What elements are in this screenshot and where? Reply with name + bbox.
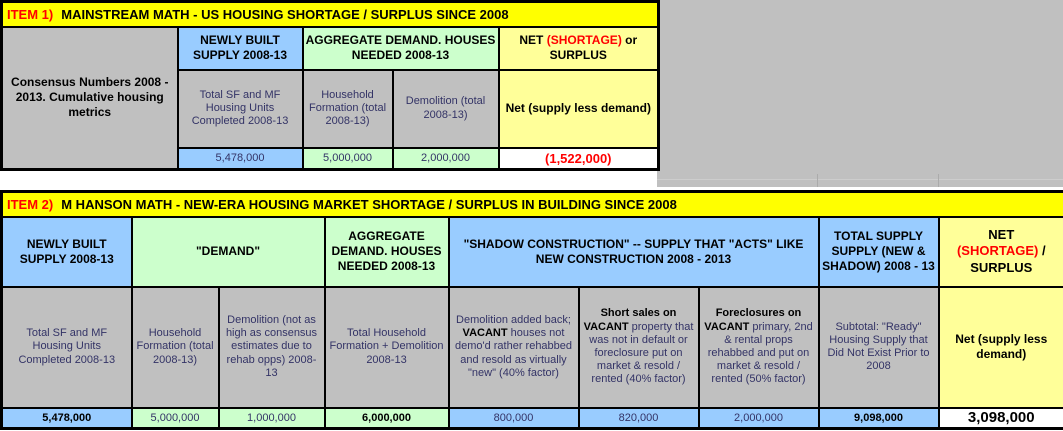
item1-title-tag: ITEM 1) [7,6,54,22]
item1-row-label-cell[interactable]: Consensus Numbers 2008 - 2013. Cumulative housing metrics [2,27,178,170]
gridline [938,174,939,187]
item2-subheader-demolition-added-back[interactable]: Demolition added back; VACANT houses not demo'd rather rehabbed and resold as virtually "new" (40% factor) [449,287,579,408]
item2-title-tag: ITEM 2) [7,196,54,212]
item1-title-bar[interactable] [2,2,659,27]
item2-header-total-supply[interactable]: TOTAL SUPPLY SUPPLY (NEW & SHADOW) 2008 - 13 [819,217,939,287]
item2-value-short-sales[interactable]: 820,000 [579,408,699,429]
item1-value-demolition[interactable]: 2,000,000 [393,148,499,170]
item2-subheader-total-sf[interactable]: Total SF and MF Housing Units Completed 2008-13 [2,287,132,408]
item2-subheader-foreclosures[interactable]: Foreclosures on VACANT primary, 2nd & rental props rehabbed and put on market & resold / rented (50% factor) [699,287,819,408]
item1-header-aggregate-demand[interactable]: AGGREGATE DEMAND. HOUSES NEEDED 2008-13 [303,27,499,70]
item2-value-demolition[interactable]: 1,000,000 [219,408,325,429]
shortage-label: (SHORTAGE) [546,33,622,47]
item2-subheader-demolition[interactable]: Demolition (not as high as consensus estimates due to rehab opps) 2008-13 [219,287,325,408]
item2-value-supply[interactable]: 5,478,000 [2,408,132,429]
item2-subheader-subtotal[interactable]: Subtotal: "Ready" Housing Supply that Did Not Exist Prior to 2008 [819,287,939,408]
item2-header-net[interactable]: NET (SHORTAGE) / SURPLUS [939,217,1063,287]
item2-subheader-household-formation[interactable]: Household Formation (total 2008-13) [132,287,219,408]
gridline [817,174,818,187]
item2-header-aggregate-demand[interactable]: AGGREGATE DEMAND. HOUSES NEEDED 2008-13 [325,217,449,287]
item2-header-newly-built-supply[interactable]: NEWLY BUILT SUPPLY 2008-13 [2,217,132,287]
item1-value-household[interactable]: 5,000,000 [303,148,393,170]
item1-value-net[interactable]: (1,522,000) [499,148,659,170]
item2-title-bar[interactable] [2,192,1063,217]
item1-header-newly-built-supply[interactable]: NEWLY BUILT SUPPLY 2008-13 [178,27,303,70]
item2-subheader-total-household[interactable]: Total Household Formation + Demolition 2008-13 [325,287,449,408]
item2-header-demand[interactable]: "DEMAND" [132,217,325,287]
item2-value-foreclosures[interactable]: 2,000,000 [699,408,819,429]
item1-header-net[interactable]: NET (SHORTAGE) or SURPLUS [499,27,659,70]
item1-subheader-net[interactable]: Net (supply less demand) [499,70,659,148]
item1-value-supply[interactable]: 5,478,000 [178,148,303,170]
item1-table [0,0,660,171]
item2-table [0,190,1063,430]
item2-subheader-net[interactable]: Net (supply less demand) [939,287,1063,408]
item2-value-total-household[interactable]: 6,000,000 [325,408,449,429]
item2-value-demolition-added-back[interactable]: 800,000 [449,408,579,429]
gridline [657,179,1063,180]
item2-value-household[interactable]: 5,000,000 [132,408,219,429]
item2-value-net[interactable]: 3,098,000 [939,408,1063,429]
shortage-label: (SHORTAGE) [956,243,1039,259]
empty-cells-area [657,0,1063,187]
item2-subheader-short-sales[interactable]: Short sales on VACANT property that was not in default or foreclosure put on market & resold / rented (40% factor) [579,287,699,408]
item1-title-text: MAINSTREAM MATH - US HOUSING SHORTAGE / SURPLUS SINCE 2008 [61,6,509,22]
item1-subheader-household-formation[interactable]: Household Formation (total 2008-13) [303,70,393,148]
item2-title-text: M HANSON MATH - NEW-ERA HOUSING MARKET SHORTAGE / SURPLUS IN BUILDING SINCE 2008 [61,196,677,212]
item1-subheader-total-sf[interactable]: Total SF and MF Housing Units Completed 2008-13 [178,70,303,148]
item2-value-subtotal[interactable]: 9,098,000 [819,408,939,429]
item2-header-shadow-construction[interactable]: "SHADOW CONSTRUCTION" -- SUPPLY THAT "ACTS" LIKE NEW CONSTRUCTION 2008 - 2013 [449,217,819,287]
item1-subheader-demolition[interactable]: Demolition (total 2008-13) [393,70,499,148]
